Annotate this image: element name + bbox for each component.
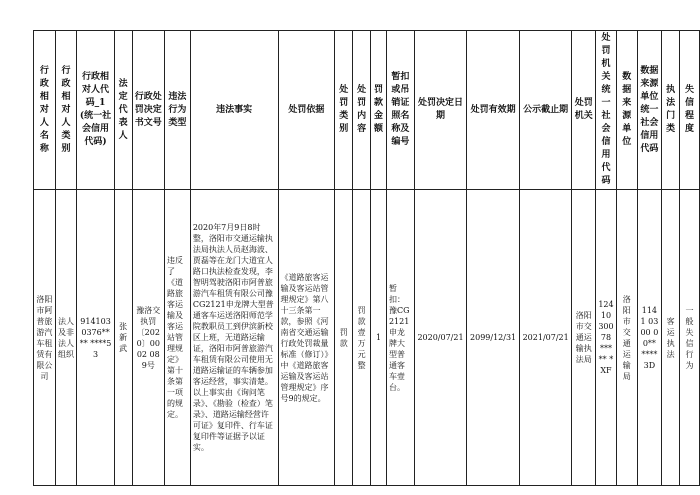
table-row xyxy=(34,190,700,486)
cell-legal-rep: 张新武 xyxy=(114,190,132,486)
header-cell: 处罚决定日期 xyxy=(414,31,467,190)
header-cell: 行政相对人代码_1(统一社会信用代码) xyxy=(77,31,114,190)
header-cell: 处罚有效期 xyxy=(467,31,520,190)
penalty-table xyxy=(33,30,700,486)
header-cell: 处罚依据 xyxy=(278,31,335,190)
header-cell: 违法事实 xyxy=(190,31,278,190)
cell-penalty-category: 罚款 xyxy=(335,190,353,486)
cell-party-name: 洛阳市阿普旅游汽车租赁有限公司 xyxy=(34,190,56,486)
header-row xyxy=(34,31,700,190)
header-cell: 数据来源单位统一社会信用代码 xyxy=(637,31,662,190)
cell-decision-date: 2020/07/21 xyxy=(414,190,467,486)
header-cell: 公示截止期 xyxy=(519,31,572,190)
header-cell: 处罚机关统一社会信用代码 xyxy=(596,31,617,190)
cell-penalty-basis: 《道路旅客运输及客运站管理规定》第八十三条第一款，参照《河南省交通运输行政处罚裁量标准（修订）》中《道路旅客运输及客运站管理规定》序号9的规定。 xyxy=(278,190,335,486)
header-cell: 罚款金额 xyxy=(371,31,387,190)
cell-penalty-authority: 洛阳市交通运输执法局 xyxy=(572,190,596,486)
header-cell: 行政相对人类别 xyxy=(55,31,77,190)
cell-dishonesty-level: 一般失信行为 xyxy=(680,190,700,486)
header-cell: 失信程度 xyxy=(680,31,700,190)
cell-publicity-deadline: 2021/07/21 xyxy=(519,190,572,486)
cell-data-source: 洛阳市交通运输局 xyxy=(616,190,637,486)
header-cell: 数据来源单位 xyxy=(616,31,637,190)
cell-source-code: 1141 0300 00** ****3D xyxy=(637,190,662,486)
cell-party-type: 法人及非法人组织 xyxy=(55,190,77,486)
header-cell: 暂扣或吊销证照名称及编号 xyxy=(386,31,414,190)
header-cell: 行政相对人名称 xyxy=(34,31,56,190)
header-cell: 执法门类 xyxy=(662,31,680,190)
header-cell: 处罚类别 xyxy=(335,31,353,190)
cell-license-detained: 暂扣：豫CG2121申龙牌大型普通客车壹台。 xyxy=(386,190,414,486)
cell-penalty-content: 罚款壹万元整 xyxy=(353,190,371,486)
cell-credit-code: 914103 0376**** ****53 xyxy=(77,190,114,486)
cell-fine-amount: 1 xyxy=(371,190,387,486)
cell-valid-until: 2099/12/31 xyxy=(467,190,520,486)
cell-authority-code: 12410 30078 ***** *XF xyxy=(596,190,617,486)
cell-enforcement-category: 客运执法 xyxy=(662,190,680,486)
header-cell: 处罚内容 xyxy=(353,31,371,190)
cell-decision-number: 豫洛交执罚〔2020〕0002 089号 xyxy=(132,190,164,486)
header-cell: 行政处罚决定书文号 xyxy=(132,31,164,190)
header-cell: 处罚机关 xyxy=(572,31,596,190)
header-cell: 违法行为类型 xyxy=(165,31,191,190)
header-cell: 法定代表人 xyxy=(114,31,132,190)
cell-violation-facts: 2020年7月9日8时整，洛阳市交通运输执法局执法人员赵海波、贾磊等在龙门大道宜人路口执法检查发现，李智明驾驶洛阳市阿普旅游汽车租赁有限公司豫CG2121申龙牌大型普通客车运送洛阳师范学院教职员工到伊滨新校区上班，无道路运输证，洛阳市阿普旅游汽车租赁有限公司使用无道路运输证的车辆参加客运经营，事实清楚。以上事实由《询问笔录》、《勘验（检查）笔录》、道路运输经营许可证》复印件、行车证复印件等证据予以证实。 xyxy=(190,190,278,486)
cell-violation-type: 违反了《道路旅客运输及客运站管理规定》第十条第一项的规定。 xyxy=(165,190,191,486)
